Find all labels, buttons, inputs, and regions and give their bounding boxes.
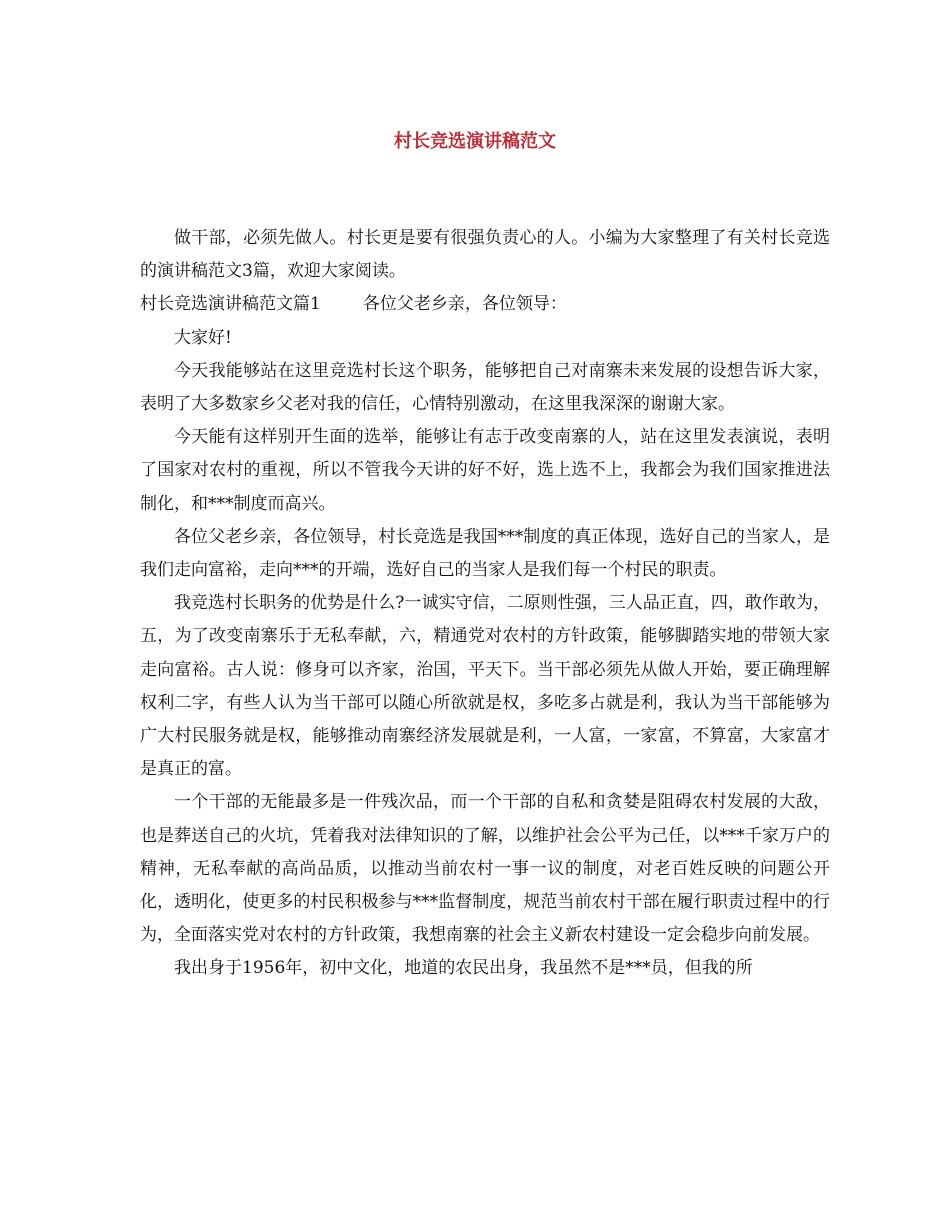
salutation: 各位父老乡亲，各位领导： xyxy=(362,294,567,315)
section-heading-line xyxy=(140,288,830,321)
greeting: 大家好! xyxy=(174,327,232,348)
body-paragraph: 我出身于1956年，初中文化，地道的农民出身，我虽然不是***员，但我的所 xyxy=(174,958,753,979)
document-title: 村长竞选演讲稿范文 xyxy=(394,131,556,152)
body-paragraph: 我竞选村长职务的优势是什么?一诚实守信，二原则性强，三人品正直，四，敢作敢为，五，为了改变南寨乐于无私奉献，六，精通党对农村的方针政策，能够脚踏实地的带领大家走向富裕。古人说：修身可以齐家，治国，平天下。当干部必须先从做人开始，要正确理解权利二字，有些人认为当干部可以随心所欲就是权，多吃多占就是利，我认为当干部能够为广大村民服务就是权，能够推动南寨经济发展就是利，一人富，一家富，不算富，大家富才是真正的富。 xyxy=(140,593,830,780)
intro-paragraph: 做干部，必须先做人。村长更是要有很强负责心的人。小编为大家整理了有关村长竞选的演讲稿范文3篇，欢迎大家阅读。 xyxy=(140,228,830,282)
section-heading: 村长竞选演讲稿范文篇1 xyxy=(140,294,321,315)
body-paragraph: 各位父老乡亲，各位领导，村长竞选是我国***制度的真正体现，选好自己的当家人，是我们走向富裕，走向***的开端，选好自己的当家人是我们每一个村民的职责。 xyxy=(140,526,830,581)
body-paragraph: 一个干部的无能最多是一件残次品，而一个干部的自私和贪婪是阻碍农村发展的大敌，也是葬送自己的火坑，凭着我对法律知识的了解，以维护社会公平为己任，以***千家万户的精神，无私奉献的高尚品质，以推动当前农村一事一议的制度，对老百姓反映的问题公开化，透明化，使更多的村民积极参与***监督制度，规范当前农村干部在履行职责过程中的行为，全面落实党对农村的方针政策，我想南寨的社会主义新农村建设一定会稳步向前发展。 xyxy=(140,792,830,946)
document-body xyxy=(140,222,830,986)
body-paragraph: 今天能有这样别开生面的选举，能够让有志于改变南寨的人，站在这里发表演说，表明了国家对农村的重视，所以不管我今天讲的好不好，选上选不上，我都会为我们国家推进法制化，和***制度而高兴。 xyxy=(140,427,830,514)
body-paragraph: 今天我能够站在这里竞选村长这个职务，能够把自己对南寨未来发展的设想告诉大家，表明了大多数家乡父老对我的信任，心情特别激动，在这里我深深的谢谢大家。 xyxy=(140,360,830,415)
